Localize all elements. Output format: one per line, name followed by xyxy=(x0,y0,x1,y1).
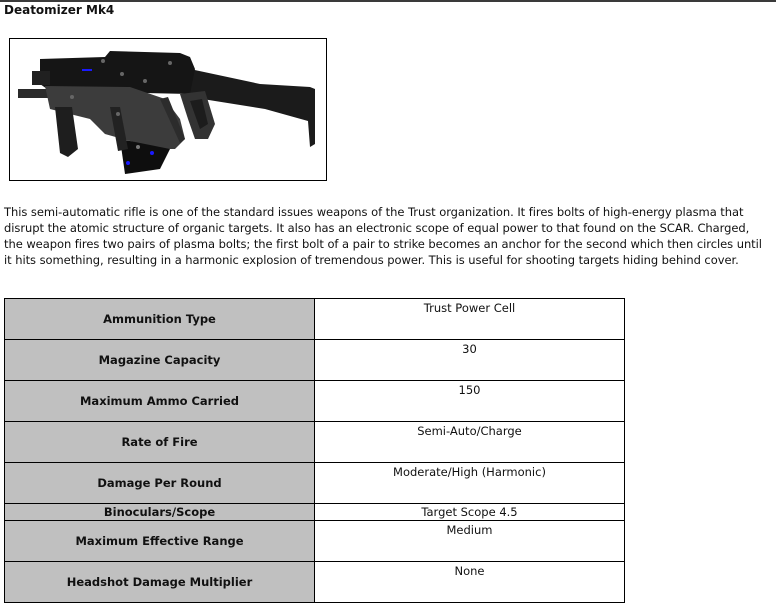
stat-label: Maximum Effective Range xyxy=(5,521,315,562)
stat-label: Rate of Fire xyxy=(5,422,315,463)
stat-label: Damage Per Round xyxy=(5,463,315,504)
stat-value: Moderate/High (Harmonic) xyxy=(315,463,625,504)
stat-label: Magazine Capacity xyxy=(5,340,315,381)
weapon-description: This semi-automatic rifle is one of the standard issues weapons of the Trust organization. It fires bolts of high-energy plasma that disrupt the atomic structure of organic targets. It also has an electronic scope of equal power to that found on the SCAR. Charged, the weapon fires two pairs of plasma bolts; the first bolt of a pair to strike becomes an anchor for the second which then circles until it hits something, resulting in a harmonic explosion of tremendous power. This is useful for shooting targets hiding behind cover. xyxy=(4,205,762,267)
stats-row xyxy=(5,422,625,463)
weapon-illustration xyxy=(10,39,326,180)
stat-label: Maximum Ammo Carried xyxy=(5,381,315,422)
stats-row xyxy=(5,299,625,340)
stats-row xyxy=(5,562,625,603)
stat-value: Medium xyxy=(315,521,625,562)
weapon-stats-table xyxy=(4,298,625,603)
stat-value: 150 xyxy=(315,381,625,422)
stat-value: Target Scope 4.5 xyxy=(315,504,625,521)
weapon-image xyxy=(9,38,327,181)
stats-row xyxy=(5,463,625,504)
stat-label: Ammunition Type xyxy=(5,299,315,340)
page-title: Deatomizer Mk4 xyxy=(4,3,115,17)
stats-row xyxy=(5,521,625,562)
stat-value: Semi-Auto/Charge xyxy=(315,422,625,463)
stat-label: Binoculars/Scope xyxy=(5,504,315,521)
stat-label: Headshot Damage Multiplier xyxy=(5,562,315,603)
stats-row xyxy=(5,504,625,521)
stat-value: None xyxy=(315,562,625,603)
stat-value: Trust Power Cell xyxy=(315,299,625,340)
stats-row xyxy=(5,340,625,381)
stats-row xyxy=(5,381,625,422)
stat-value: 30 xyxy=(315,340,625,381)
